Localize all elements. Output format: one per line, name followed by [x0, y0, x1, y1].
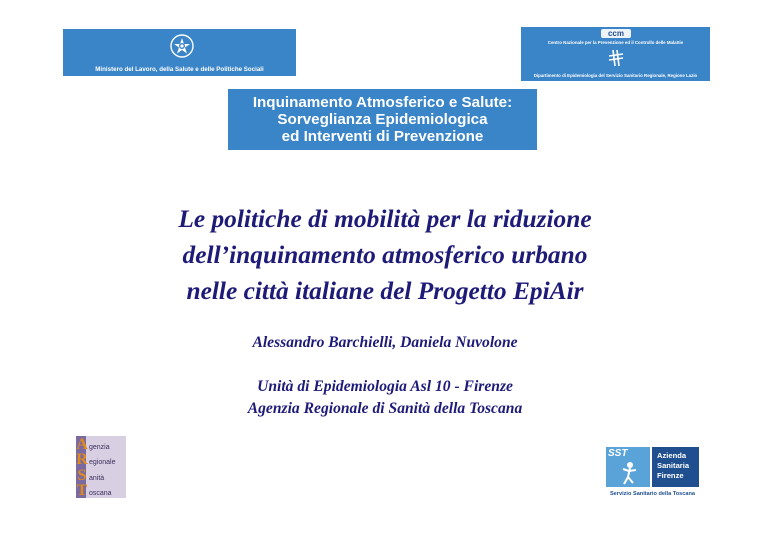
title-line: Le politiche di mobilità per la riduzione: [178, 205, 592, 233]
banner-line: Inquinamento Atmosferico e Salute:: [252, 94, 513, 111]
ars-logo-row: [76, 452, 126, 468]
asf-logo-picture: [606, 447, 650, 487]
title-line: dell’inquinamento atmosferico urbano: [182, 241, 588, 269]
ministero-logo: [63, 29, 296, 76]
runner-figure-icon: [606, 447, 650, 487]
asf-footer: Servizio Sanitario della Toscana: [609, 491, 696, 497]
authors: Alessandro Barchielli, Daniela Nuvolone: [252, 334, 518, 351]
ministero-caption: Ministero del Lavoro, della Salute e delle Politiche Sociali: [95, 66, 264, 73]
ars-logo-row: [76, 467, 126, 483]
italian-republic-emblem-icon: [169, 33, 195, 59]
title-line: nelle città italiane del Progetto EpiAir: [186, 277, 584, 305]
ars-logo-row: [76, 483, 126, 499]
affiliation-line: Unità di Epidemiologia Asl 10 - Firenze: [257, 378, 513, 395]
ars-initial: R: [76, 451, 88, 468]
ccm-cross-mark-icon: [606, 48, 626, 68]
ccm-logo-text: ccm: [601, 29, 631, 38]
ccm-logo: [521, 27, 710, 81]
ars-initial: T: [76, 482, 88, 499]
asf-name-box: [652, 447, 699, 487]
asf-name-line: Firenze: [657, 471, 684, 480]
ars-word: anità: [89, 474, 105, 482]
asf-name-line: Azienda: [657, 451, 687, 460]
project-banner: [228, 89, 537, 150]
presentation-title: [100, 201, 670, 309]
banner-line: Sorveglianza Epidemiologica: [277, 111, 488, 128]
asf-name-line: Sanitaria: [657, 461, 690, 470]
affiliation-line: Agenzia Regionale di Sanità della Toscana: [247, 400, 523, 417]
ars-logo-row: [76, 436, 126, 452]
ars-word: oscana: [89, 490, 112, 497]
ars-initial: A: [76, 435, 88, 453]
ccm-caption-top: Centro Nazionale per la Prevenzione ed il Controllo delle Malattie: [547, 40, 684, 45]
ars-initial: S: [77, 466, 87, 484]
affiliation: [100, 376, 670, 420]
azienda-sanitaria-firenze-logo: [606, 447, 699, 501]
banner-line: ed Interventi di Prevenzione: [281, 128, 484, 145]
ars-word: genzia: [89, 443, 110, 451]
ccm-caption-bottom: Dipartimento di Epidemiologia del Servizio Sanitario Regionale, Regione Lazio: [533, 73, 698, 78]
ars-word: egionale: [89, 459, 116, 466]
sst-badge: SST: [608, 448, 628, 459]
ars-toscana-logo: [76, 436, 126, 498]
